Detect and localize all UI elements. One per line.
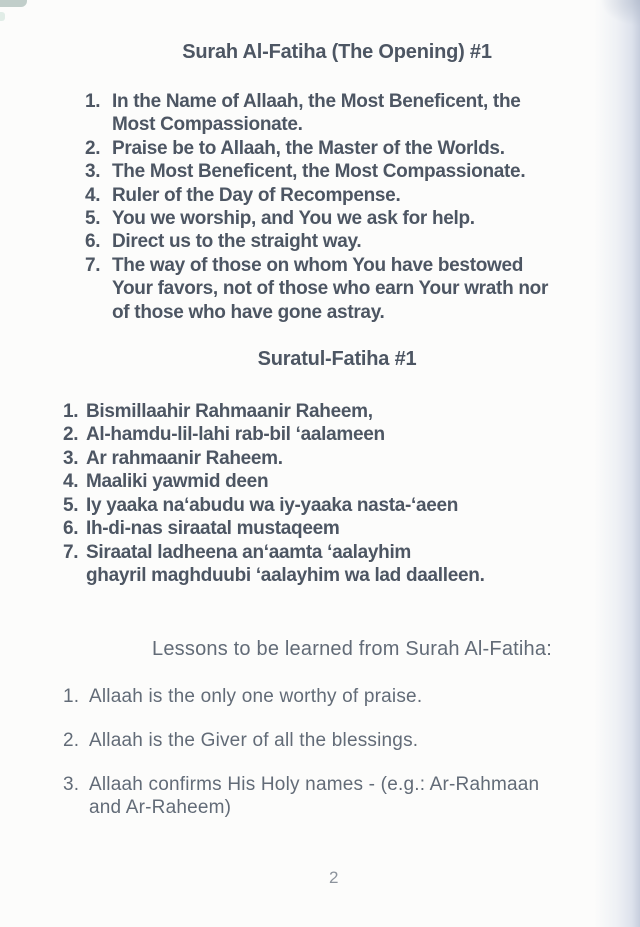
list-item <box>85 230 640 253</box>
list-item <box>63 541 640 588</box>
list-item <box>85 184 640 207</box>
list-item <box>63 423 640 446</box>
list-item <box>63 685 640 708</box>
list-item <box>85 160 640 183</box>
translation-list <box>85 90 640 324</box>
page-number: 2 <box>329 868 339 887</box>
list-item <box>63 400 640 423</box>
list-item-text <box>89 729 640 752</box>
transliteration-list <box>63 400 640 587</box>
list-item <box>85 137 640 160</box>
list-item-number: 3. <box>63 774 80 796</box>
list-item-number: 3. <box>63 447 79 469</box>
list-item-number: 4. <box>63 471 79 493</box>
list-item-number: 7. <box>85 254 101 276</box>
list-item <box>85 90 640 137</box>
list-item-text <box>86 517 640 540</box>
list-item-line: The Most Beneficent, the Most Compassionate. <box>112 161 526 183</box>
list-item-line: of those who have gone astray. <box>112 301 385 323</box>
list-item-line: Your favors, not of those who earn Your wrath nor <box>112 278 549 300</box>
list-item-number: 3. <box>85 161 101 183</box>
transliteration-heading: Suratul-Fatiha #1 <box>257 348 417 371</box>
list-item-number: 6. <box>63 518 79 540</box>
list-item-line: Direct us to the straight way. <box>112 231 362 253</box>
list-item-line: Praise be to Allaah, the Master of the Worlds. <box>112 137 505 159</box>
list-item-number: 4. <box>85 184 101 206</box>
list-item-line: Allaah is the only one worthy of praise. <box>89 686 423 708</box>
list-item-line: Siraatal ladheena an‘aamta ‘aalayhim <box>86 541 412 563</box>
list-item-text <box>89 685 640 708</box>
list-item-line: The way of those on whom You have bestowed <box>112 254 524 276</box>
list-item <box>63 447 640 470</box>
list-item-line: Allaah confirms His Holy names - (e.g.: Ar-Rahmaan <box>89 774 540 796</box>
list-item-number: 2. <box>63 424 79 446</box>
list-item <box>85 254 640 324</box>
list-item-line: Allaah is the Giver of all the blessings. <box>89 730 419 752</box>
list-item-number: 1. <box>63 401 79 423</box>
list-item-text <box>112 207 640 230</box>
list-item <box>63 470 640 493</box>
list-item-line: Ar rahmaanir Raheem. <box>86 447 283 469</box>
list-item <box>63 729 640 752</box>
list-item <box>63 494 640 517</box>
list-item-line: You we worship, and You we ask for help. <box>112 208 475 230</box>
list-item-line: ghayril maghduubi ‘aalayhim wa lad daalleen. <box>86 564 485 586</box>
list-item-text <box>86 400 640 423</box>
list-item-line: Al-hamdu-lil-lahi rab-bil ‘aalameen <box>86 424 385 446</box>
list-item-text <box>86 470 640 493</box>
list-item-line: Ruler of the Day of Recompense. <box>112 184 401 206</box>
list-item <box>85 207 640 230</box>
list-item-line: Ih-di-nas siraatal mustaqeem <box>86 518 340 540</box>
list-item-line: In the Name of Allaah, the Most Beneficent, the <box>112 91 521 112</box>
list-item-number: 7. <box>63 541 79 563</box>
list-item-number: 2. <box>85 137 101 159</box>
list-item-text <box>112 230 640 253</box>
list-item-line: Iy yaaka na‘abudu wa iy-yaaka nasta-‘aeen <box>86 494 459 516</box>
list-item-number: 5. <box>85 208 101 230</box>
lessons-heading: Lessons to be learned from Surah Al-Fatiha: <box>152 638 552 661</box>
list-item-text <box>112 254 640 324</box>
page-title: Surah Al-Fatiha (The Opening) #1 <box>182 41 492 63</box>
list-item-text <box>112 90 640 137</box>
list-item-line: Maaliki yawmid deen <box>86 471 269 493</box>
list-item-text <box>112 137 640 160</box>
list-item <box>63 773 640 819</box>
lessons-list <box>63 685 640 819</box>
list-item-line: Most Compassionate. <box>112 114 303 136</box>
list-item-line: and Ar-Raheem) <box>89 797 232 819</box>
list-item-number: 6. <box>85 231 101 253</box>
list-item-text <box>86 541 640 588</box>
list-item-number: 1. <box>63 686 80 708</box>
list-item-text <box>112 160 640 183</box>
list-item-text <box>86 423 640 446</box>
list-item <box>63 517 640 540</box>
list-item-number: 1. <box>85 91 101 112</box>
list-item-number: 2. <box>63 730 80 752</box>
list-item-line: Bismillaahir Rahmaanir Raheem, <box>86 401 373 423</box>
list-item-text <box>86 447 640 470</box>
list-item-text <box>89 773 640 819</box>
list-item-text <box>112 184 640 207</box>
list-item-number: 5. <box>63 494 79 516</box>
list-item-text <box>86 494 640 517</box>
